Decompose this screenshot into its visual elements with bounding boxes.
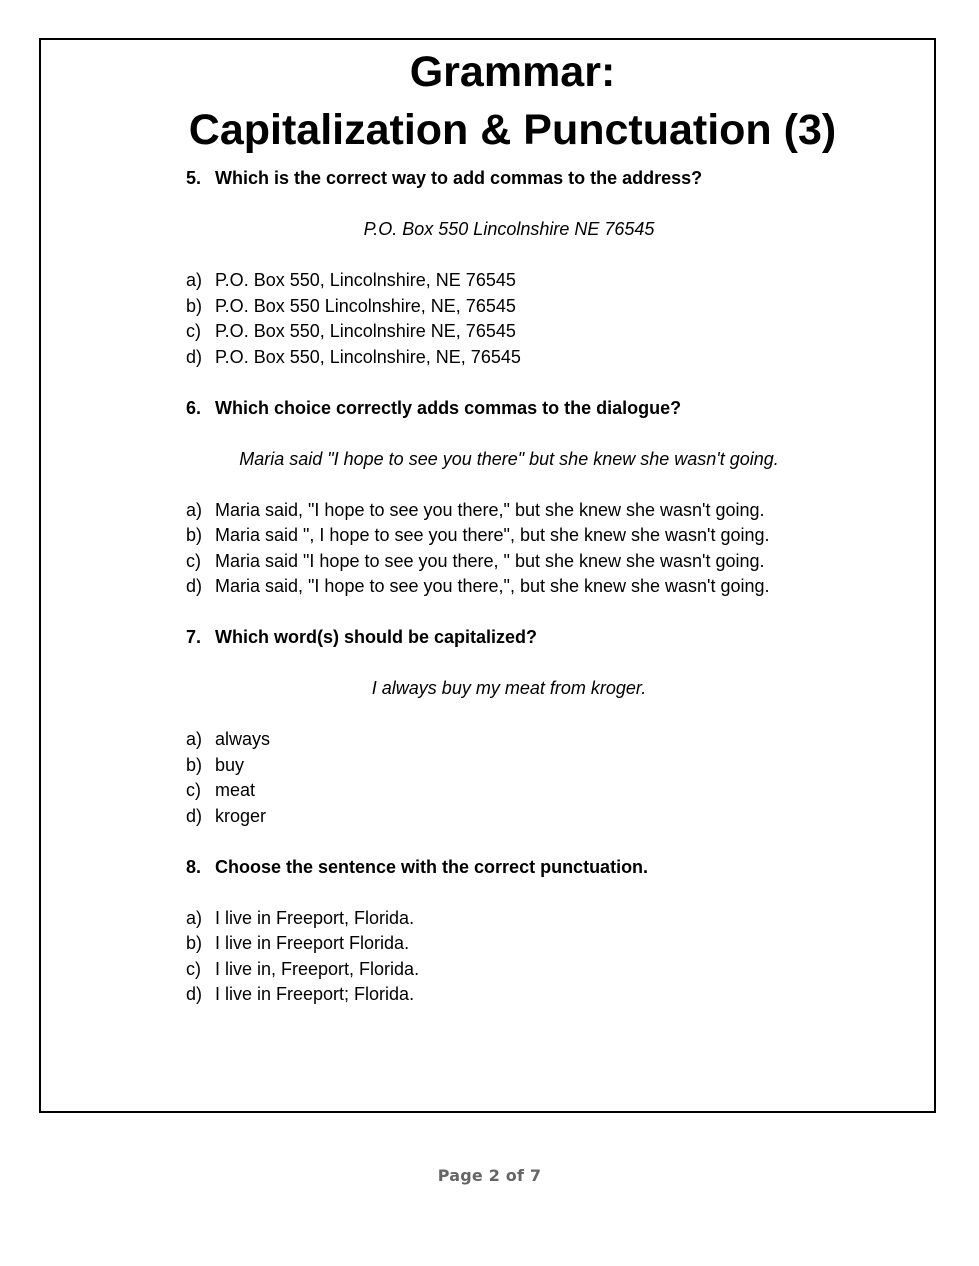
question-text: Which is the correct way to add commas to the address? [215, 168, 703, 188]
question-7-heading [186, 625, 826, 651]
question-text: Which choice correctly adds commas to the dialogue? [215, 397, 682, 418]
option-text: P.O. Box 550 Lincolnshire, NE, 76545 [215, 295, 516, 316]
answer-option [186, 574, 826, 600]
option-letter: b) [186, 754, 203, 775]
answer-option [186, 906, 826, 932]
answer-option [186, 345, 826, 371]
option-text: Maria said, "I hope to see you there," but she knew she wasn't going. [215, 499, 765, 520]
answer-option [186, 931, 826, 957]
answer-option [186, 549, 826, 575]
answer-option [186, 294, 826, 320]
option-letter: c) [186, 958, 201, 979]
question-number: 7. [186, 627, 202, 647]
answer-option [186, 778, 826, 804]
option-text: always [215, 729, 271, 749]
question-number: 8. [186, 856, 202, 877]
option-text: meat [215, 780, 256, 800]
option-letter: b) [186, 933, 203, 953]
question-6-heading [186, 396, 826, 422]
question-list [186, 166, 826, 1008]
question-text: Choose the sentence with the correct punctuation. [215, 856, 649, 877]
option-text: kroger [215, 805, 267, 826]
question-number: 5. [186, 168, 202, 188]
option-letter: d) [186, 805, 203, 826]
option-letter: c) [186, 780, 201, 800]
option-text: P.O. Box 550, Lincolnshire, NE, 76545 [215, 346, 521, 367]
answer-option [186, 523, 826, 549]
question-5-heading [186, 166, 826, 192]
option-text: I live in, Freeport, Florida. [215, 958, 420, 979]
option-text: Maria said ", I hope to see you there", but she knew she wasn't going. [215, 525, 770, 545]
option-letter: d) [186, 346, 203, 367]
option-text: P.O. Box 550, Lincolnshire NE, 76545 [215, 321, 516, 341]
option-letter: a) [186, 499, 203, 520]
answer-option [186, 753, 826, 779]
page-title-line-1: Grammar: [409, 48, 616, 96]
option-letter: b) [186, 525, 203, 545]
option-text: buy [215, 754, 245, 775]
page-number: Page 2 of 7 [437, 1166, 542, 1185]
answer-option [186, 319, 826, 345]
question-6-prompt: Maria said "I hope to see you there" but she knew she wasn't going. [239, 448, 779, 469]
option-letter: d) [186, 576, 203, 596]
option-text: I live in Freeport; Florida. [215, 984, 415, 1004]
question-text: Which word(s) should be capitalized? [215, 627, 538, 647]
question-5-prompt: P.O. Box 550 Lincolnshire NE 76545 [363, 219, 655, 239]
option-text: P.O. Box 550, Lincolnshire, NE 76545 [215, 270, 516, 290]
answer-option [186, 498, 826, 524]
page-title-line-2: Capitalization & Punctuation (3) [188, 106, 837, 154]
option-letter: c) [186, 321, 201, 341]
option-letter: a) [186, 270, 203, 290]
question-8-heading [186, 855, 826, 881]
option-letter: a) [186, 907, 203, 928]
answer-option [186, 804, 826, 830]
option-text: I live in Freeport Florida. [215, 933, 410, 953]
question-7-prompt: I always buy my meat from kroger. [371, 678, 647, 698]
question-number: 6. [186, 397, 202, 418]
option-text: Maria said "I hope to see you there, " but she knew she wasn't going. [215, 550, 765, 571]
option-text: I live in Freeport, Florida. [215, 907, 415, 928]
answer-option [186, 982, 826, 1008]
answer-option [186, 268, 826, 294]
option-letter: d) [186, 984, 203, 1004]
answer-option [186, 957, 826, 983]
option-text: Maria said, "I hope to see you there,", but she knew she wasn't going. [215, 576, 770, 596]
option-letter: a) [186, 729, 203, 749]
answer-option [186, 727, 826, 753]
option-letter: c) [186, 550, 201, 571]
option-letter: b) [186, 295, 203, 316]
